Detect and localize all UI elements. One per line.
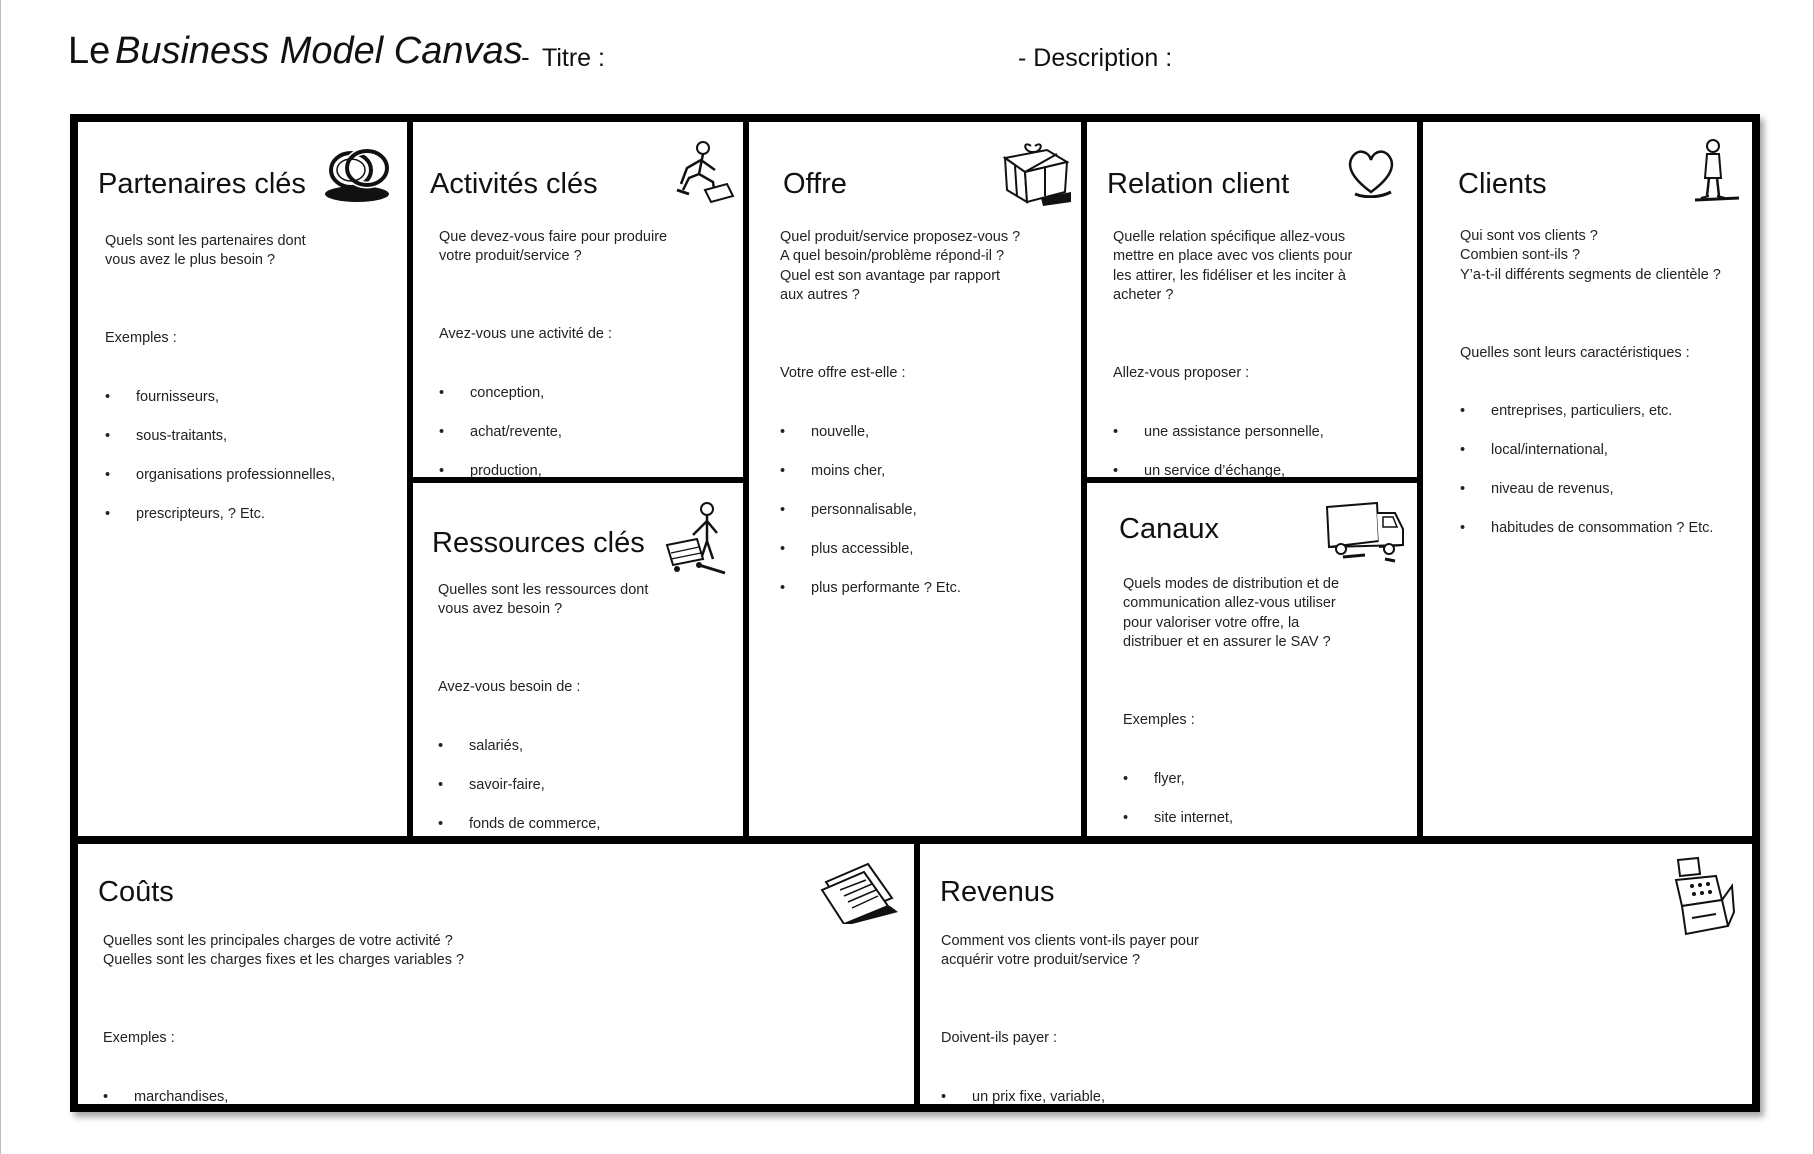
list-item: • flyer, <box>1123 770 1346 790</box>
list-label: Exemples : <box>1123 712 1195 728</box>
list-item: • une assistance personnelle, <box>1113 423 1352 443</box>
list-item: • local/international, <box>1460 441 1721 461</box>
page-title: Business Model Canvas <box>115 30 523 72</box>
list-item: • achat/revente, <box>439 423 688 443</box>
example-list <box>439 364 688 477</box>
list-item: • production, <box>439 462 688 478</box>
block-intro: Que devez-vous faire pour produire votre produit/service ? <box>439 228 668 264</box>
block-offre <box>749 122 1081 836</box>
list-item: • habitudes de consommation ? Etc. <box>1460 519 1721 539</box>
block-canaux <box>1087 483 1417 836</box>
list-label: Avez-vous besoin de : <box>438 679 581 695</box>
list-item: • conception, <box>439 384 688 404</box>
heart-icon <box>1345 146 1397 198</box>
example-list <box>780 403 1020 618</box>
list-item: • fournisseurs, <box>105 388 335 408</box>
description-field-label[interactable]: - Description : <box>1018 44 1173 72</box>
list-item: • un prix fixe, variable, <box>941 1088 1199 1105</box>
block-content <box>1460 207 1721 578</box>
block-intro: Quelles sont les principales charges de votre activité ? Quelles sont les charges fixes et les charges variables ? <box>103 932 465 968</box>
block-content <box>1123 555 1346 836</box>
rings-icon <box>323 144 395 204</box>
example-list <box>941 1068 1199 1104</box>
list-label: Allez-vous proposer : <box>1113 365 1250 381</box>
block-title: Revenus <box>940 876 1055 908</box>
block-clients <box>1423 122 1752 836</box>
block-content <box>439 208 688 477</box>
list-item: • marchandises, <box>103 1088 464 1105</box>
block-title: Partenaires clés <box>98 168 306 200</box>
list-item: • niveau de revenus, <box>1460 480 1721 500</box>
block-title: Coûts <box>98 876 174 908</box>
list-item: • savoir-faire, <box>438 776 648 796</box>
documents-icon <box>818 862 900 924</box>
list-item: • entreprises, particuliers, etc. <box>1460 402 1721 422</box>
example-list <box>103 1068 464 1104</box>
list-item: • plus performante ? Etc. <box>780 579 1020 599</box>
list-label: Doivent-ils payer : <box>941 1030 1058 1046</box>
block-title: Offre <box>783 168 847 200</box>
block-intro: Quelles sont les ressources dont vous avez besoin ? <box>438 581 649 617</box>
block-intro: Quels sont les partenaires dont vous avez le plus besoin ? <box>105 232 306 268</box>
block-intro: Quelle relation spécifique allez-vous mettre en place avec vos clients pour les attirer, les fidéliser et les inciter à acheter ? <box>1113 228 1353 303</box>
list-item: • personnalisable, <box>780 501 1020 521</box>
block-title: Clients <box>1458 168 1547 200</box>
list-item: • salariés, <box>438 737 648 757</box>
list-label: Quelles sont leurs caractéristiques : <box>1460 344 1690 361</box>
truck-icon <box>1325 501 1405 563</box>
example-list <box>1113 403 1352 477</box>
block-title: Canaux <box>1119 513 1219 545</box>
block-intro: Comment vos clients vont-ils payer pour acquérir votre produit/service ? <box>941 932 1199 968</box>
block-content <box>1113 208 1352 477</box>
list-item: • sous-traitants, <box>105 427 335 447</box>
block-intro: Quel produit/service proposez-vous ? A quel besoin/problème répond-il ? Quel est son avantage par rapport aux autres ? <box>780 228 1021 303</box>
block-ressources-cles <box>413 483 743 836</box>
block-intro: Qui sont vos clients ? Combien sont-ils ? Y’a-t-il différents segments de clientèle ? <box>1460 227 1721 283</box>
example-list <box>1123 750 1346 836</box>
list-item: • fonds de commerce, <box>438 815 648 835</box>
standing-person-icon <box>1691 138 1743 206</box>
title-separator: - <box>521 42 530 72</box>
block-couts <box>78 844 914 1104</box>
list-item: • prescripteurs, ? Etc. <box>105 505 335 525</box>
block-title: Activités clés <box>430 168 598 200</box>
block-content <box>941 912 1199 1104</box>
block-relation-client <box>1087 122 1417 477</box>
list-item: • plus accessible, <box>780 540 1020 560</box>
list-item: • moins cher, <box>780 462 1020 482</box>
gift-icon <box>1001 142 1073 206</box>
business-model-canvas <box>70 114 1760 1112</box>
example-list <box>105 368 335 544</box>
worker-icon <box>675 140 735 206</box>
block-content <box>105 212 335 563</box>
list-item: • nouvelle, <box>780 423 1020 443</box>
page-edge-left <box>0 0 1 1154</box>
title-field-label[interactable]: Titre : <box>542 44 605 72</box>
block-revenus <box>920 844 1752 1104</box>
list-label: Votre offre est-elle : <box>780 365 906 381</box>
block-title: Relation client <box>1107 168 1290 200</box>
list-label: Exemples : <box>103 1030 175 1046</box>
list-label: Avez-vous une activité de : <box>439 326 613 342</box>
block-intro: Quels modes de distribution et de communication allez-vous utiliser pour valoriser votre offre, la distribuer et en assurer le SAV ? <box>1123 575 1340 650</box>
block-title: Ressources clés <box>432 527 645 559</box>
block-content <box>438 561 648 836</box>
block-partenaires-cles <box>78 122 407 836</box>
example-list <box>1460 383 1721 559</box>
example-list <box>438 717 648 836</box>
cash-register-icon <box>1672 856 1736 938</box>
title-prefix: Le <box>68 30 111 72</box>
block-activites-cles <box>413 122 743 477</box>
list-item: • un service d’échange, <box>1113 462 1352 478</box>
list-label: Exemples : <box>105 330 177 346</box>
block-content <box>780 208 1020 637</box>
page-header <box>68 28 1768 88</box>
list-item: • organisations professionnelles, <box>105 466 335 486</box>
block-content <box>103 912 464 1104</box>
person-with-cart-icon <box>663 501 729 575</box>
list-item: • site internet, <box>1123 809 1346 829</box>
